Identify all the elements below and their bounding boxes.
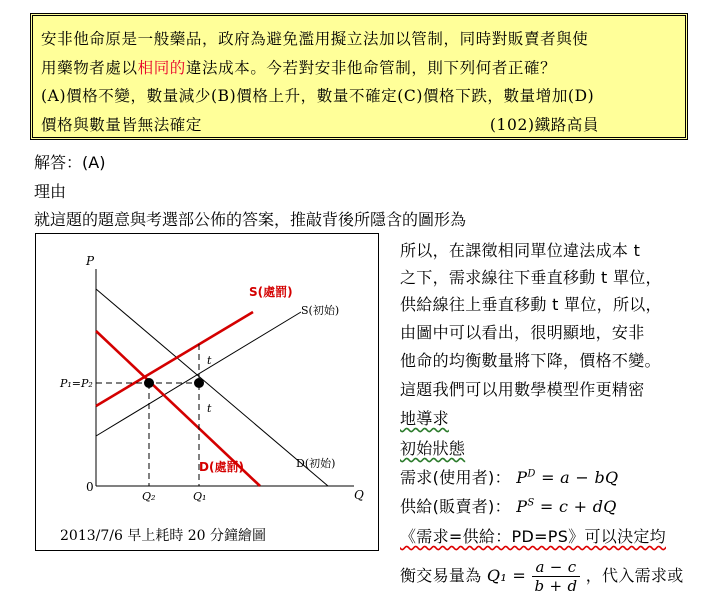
supply-equation-line — [400, 494, 617, 517]
supply-punished-line — [96, 312, 253, 406]
initial-state-label: 初始狀態 — [400, 439, 466, 458]
question-options: (A)價格不變，數量減少(B)價格上升，數量不確定(C)價格下跌，數量增加(D) — [41, 87, 595, 105]
figure-caption: 2013/7/6 早上耗時 20 分鐘繪圖 — [60, 528, 267, 544]
question-line-2: 用藥物者處以相同的違法成本。今若對安非他命管制，則下列何者正確？ — [41, 58, 557, 77]
supply-equation: $P^S = c$ + dQ — [516, 497, 617, 516]
right-text-line-3: 供給線往上垂直移動 t 單位，所以， — [400, 295, 662, 314]
supply-punished-label: S(處罰) — [249, 285, 293, 299]
question-line-4: 價格與數量皆無法確定 (102)鐵路高員 — [41, 111, 677, 140]
highlight-text: 相同的 — [137, 58, 186, 77]
origin-label: 0 — [86, 480, 94, 494]
fraction-denominator: b + d — [534, 577, 578, 595]
demand-original-label: D(初始) — [296, 457, 336, 470]
q-axis-label: Q — [354, 488, 364, 502]
demand-equation-line — [400, 465, 618, 488]
right-text-line-2: 之下，需求線往下垂直移動 t 單位， — [400, 268, 662, 287]
question-source: (102)鐵路高員 — [489, 115, 599, 134]
intro-line: 就這題的題意與考選部公佈的答案，推敲背後所隱含的圖形為 — [34, 210, 467, 229]
fraction-numerator: a − c — [532, 558, 581, 577]
answer-line: 解答：(A) — [34, 153, 106, 172]
equilibrium-original-point — [194, 378, 204, 388]
demand-punished-label: D(處罰) — [199, 460, 244, 474]
q1-label: Q₁ — [193, 490, 207, 503]
demand-equation: $P^D = a$ − bQ — [516, 468, 619, 487]
reason-title: 理由 — [34, 182, 67, 201]
supply-demand-figure — [35, 233, 379, 551]
right-text-line-6: 這題我們可以用數學模型作更精密 — [400, 380, 645, 399]
supply-label: 供給(販賣者)： — [400, 497, 511, 516]
question-line-1: 安非他命原是一般藥品，政府為避免濫用擬立法加以管制，同時對販賣者與使 — [41, 30, 589, 48]
figure-svg — [36, 234, 380, 552]
t-down-label: t — [207, 402, 212, 415]
q2-label: Q₂ — [142, 490, 156, 503]
demand-original-line — [96, 289, 328, 486]
right-text-line-7: 地導求 — [400, 409, 449, 428]
q1-fraction — [532, 558, 581, 595]
supply-original-label: S(初始) — [301, 304, 340, 317]
right-text-line-11: 《需求=供給：PD=PS》可以決定均 — [400, 527, 666, 546]
right-text-line-5: 他命的均衡數量將下降，價格不變。 — [400, 351, 661, 370]
price-label: P₁=P₂ — [60, 377, 93, 390]
q1-symbol: Q₁ = — [486, 566, 527, 585]
p-axis-label: P — [86, 254, 95, 268]
right-text-line-12: 衡交易量為 Q₁ = $\frac{a - c}{b + d}$ ，代入需求或 — [400, 558, 684, 595]
demand-label: 需求(使用者)： — [400, 468, 511, 487]
question-box — [30, 13, 688, 140]
right-text-line-4: 由圖中可以看出，很明顯地，安非 — [400, 323, 645, 342]
t-up-label: t — [207, 354, 212, 367]
right-text-line-1: 所以，在課徵相同單位違法成本 t — [400, 241, 641, 260]
equilibrium-new-point — [144, 378, 154, 388]
